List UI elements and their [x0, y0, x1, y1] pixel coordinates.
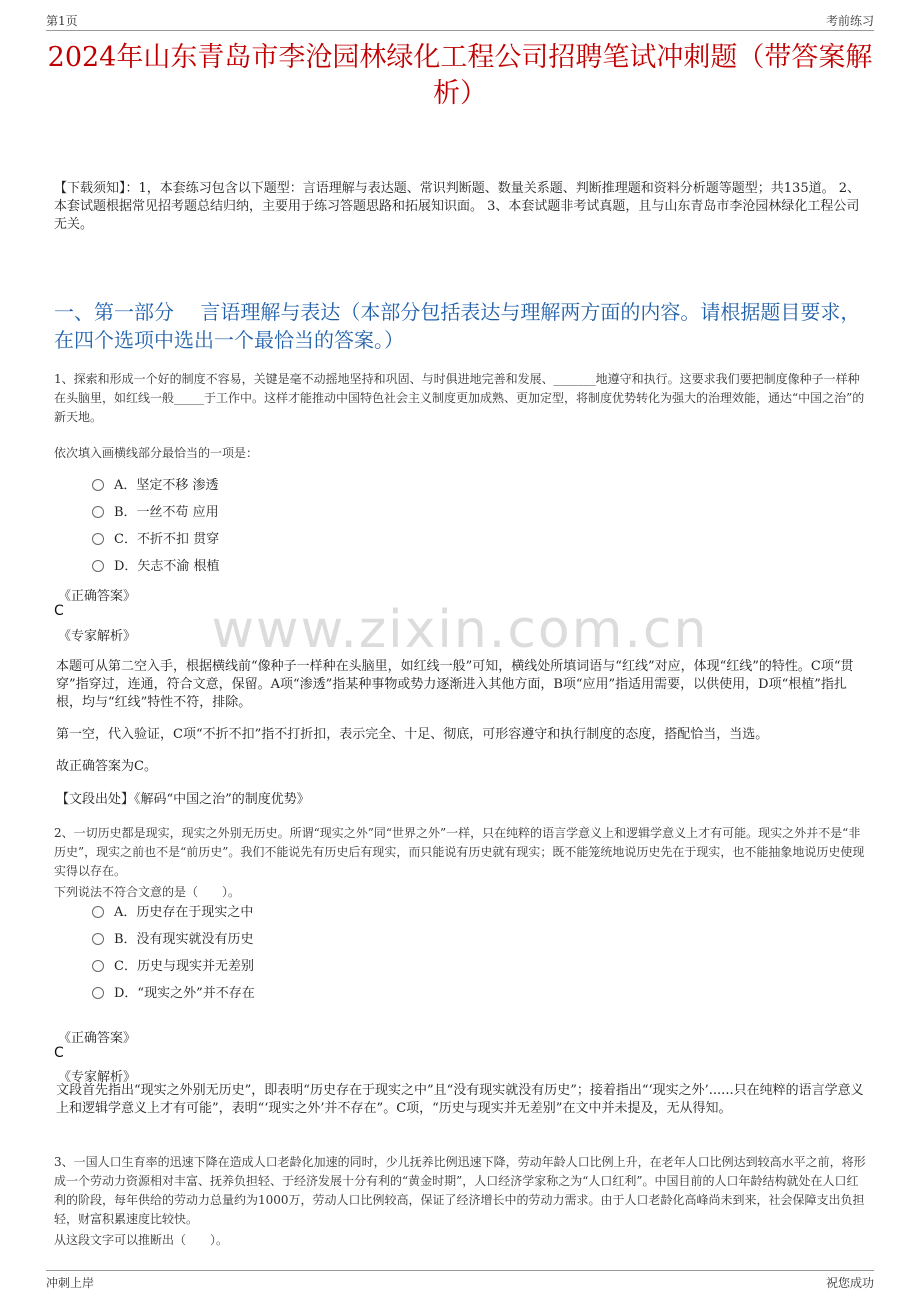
- question-1-answer: C: [54, 603, 64, 619]
- watermark: www.zixin.com.cn: [211, 600, 709, 660]
- question-2-option-a[interactable]: A．历史存在于现实之中: [92, 903, 253, 923]
- radio-icon[interactable]: [92, 533, 104, 545]
- expert-analysis-label: 《专家解析》: [58, 1070, 137, 1085]
- question-1-option-c[interactable]: C．不折不扣 贯穿: [92, 530, 219, 550]
- question-2-prompt: 下列说法不符合文意的是（ ）。: [54, 885, 241, 899]
- question-2-analysis: 文段首先指出“现实之外别无历史”，即表明“历史存在于现实之中”且“没有现实就没有历史”；接着指出“‘现实之外’......只在纯粹的语言学意义上和逻辑学意义上才有可能”，表明“‘现实之外’并不存在”。C项，“历史与现实并无差别”在文中并未提及，无从得知。: [56, 1083, 864, 1116]
- question-1-conclusion: 故正确答案为C。: [56, 759, 157, 774]
- question-2-option-b[interactable]: B．没有现实就没有历史: [92, 930, 254, 950]
- radio-icon[interactable]: [92, 506, 104, 518]
- radio-icon[interactable]: [92, 987, 104, 999]
- document-title: 2024年山东青岛市李沧园林绿化工程公司招聘笔试冲刺题（带答案解析）: [47, 42, 873, 109]
- question-3-text: 3、一国人口生育率的迅速下降在造成人口老龄化加速的同时，少儿抚养比例迅速下降，劳动年龄人口比例上升，在老年人口比例达到较高水平之前，将形成一个劳动力资源相对丰富、抚养负担轻、于经济发展十分有利的“黄金时期”，人口经济学家称之为“人口红利”。中国目前的人口年龄结构就处在人口红利的阶段，每年供给的劳动力总量约为1000万，劳动人口比例较高，保证了经济增长中的劳动力需求。由于人口老龄化高峰尚未到来，社会保障支出负担轻，财富积累速度比较快。: [54, 1155, 866, 1226]
- question-2-option-d[interactable]: D．“现实之外”并不存在: [92, 984, 255, 1004]
- question-1-source: 【文段出处】《解码“中国之治”的制度优势》: [56, 792, 310, 807]
- question-1-text: 1、探索和形成一个好的制度不容易，关键是毫不动摇地坚持和巩固、与时俱进地完善和发展、_______地遵守和执行。这要求我们要把制度像种子一样种在头脑里，如红线一般_____于工作中。这样才能推动中国特色社会主义制度更加成熟、更加定型，将制度优势转化为强大的治理效能，通达“中国之治”的新天地。: [54, 372, 865, 424]
- radio-icon[interactable]: [92, 906, 104, 918]
- question-1-option-b[interactable]: B．一丝不苟 应用: [92, 503, 219, 523]
- radio-icon[interactable]: [92, 479, 104, 491]
- section-heading: 一、第一部分 言语理解与表达（本部分包括表达与理解两方面的内容。请根据题目要求，在四个选项中选出一个最恰当的答案。）: [54, 300, 861, 352]
- question-1-option-d[interactable]: D．矢志不渝 根植: [92, 557, 220, 577]
- expert-analysis-label: 《专家解析》: [58, 629, 137, 644]
- correct-answer-label: 《正确答案》: [58, 1031, 137, 1046]
- header-category: 考前练习: [825, 14, 874, 28]
- radio-icon[interactable]: [92, 560, 104, 572]
- footer-left: 冲刺上岸: [46, 1276, 95, 1290]
- page-footer: [46, 1270, 874, 1291]
- question-2-answer: C: [54, 1045, 64, 1061]
- question-1-prompt: 依次填入画横线部分最恰当的一项是：: [54, 446, 259, 460]
- radio-icon[interactable]: [92, 960, 104, 972]
- question-2-option-c[interactable]: C．历史与现实并无差别: [92, 957, 254, 977]
- question-1-analysis: 第一空，代入验证，C项“不折不扣”指不打折扣，表示完全、十足、彻底，可形容遵守和执行制度的态度，搭配恰当，当选。: [56, 727, 769, 742]
- page-header: [46, 10, 874, 31]
- page-number: 第1页: [46, 14, 78, 28]
- question-1-option-a[interactable]: A．坚定不移 渗透: [92, 476, 219, 496]
- footer-right: 祝您成功: [825, 1276, 874, 1290]
- correct-answer-label: 《正确答案》: [58, 589, 137, 604]
- download-notice: 【下载须知】：1，本套练习包含以下题型：言语理解与表达题、常识判断题、数量关系题、判断推理题和资料分析题等题型；共135道。 2、本套试题根据常见招考题总结归纳，主要用于练习答题思路和拓展知识面。 3、本套试题非考试真题，且与山东青岛市李沧园林绿化工程公司无关。: [54, 181, 860, 232]
- question-3-prompt: 从这段文字可以推断出（ ）。: [54, 1233, 229, 1247]
- radio-icon[interactable]: [92, 933, 104, 945]
- question-2-text: 2、一切历史都是现实，现实之外别无历史。所谓“现实之外”同“世界之外”一样，只在纯粹的语言学意义上和逻辑学意义上才有可能。现实之外并不是“非历史”，现实之前也不是“前历史”。我们不能说先有历史后有现实，而只能说有历史就有现实；既不能笼统地说历史先在于现实，也不能抽象地说历史使现实得以存在。: [54, 826, 865, 878]
- question-1-analysis: 本题可从第二空入手，根据横线前“像种子一样种在头脑里，如红线一般”可知，横线处所填词语与“红线”对应，体现“红线”的特性。C项“贯穿”指穿过，连通，符合文意，保留。A项“渗透”指某种事物或势力逐渐进入其他方面，B项“应用”指适用需要，以供使用，D项“根植”指扎根，均与“红线”特性不符，排除。: [56, 659, 854, 710]
